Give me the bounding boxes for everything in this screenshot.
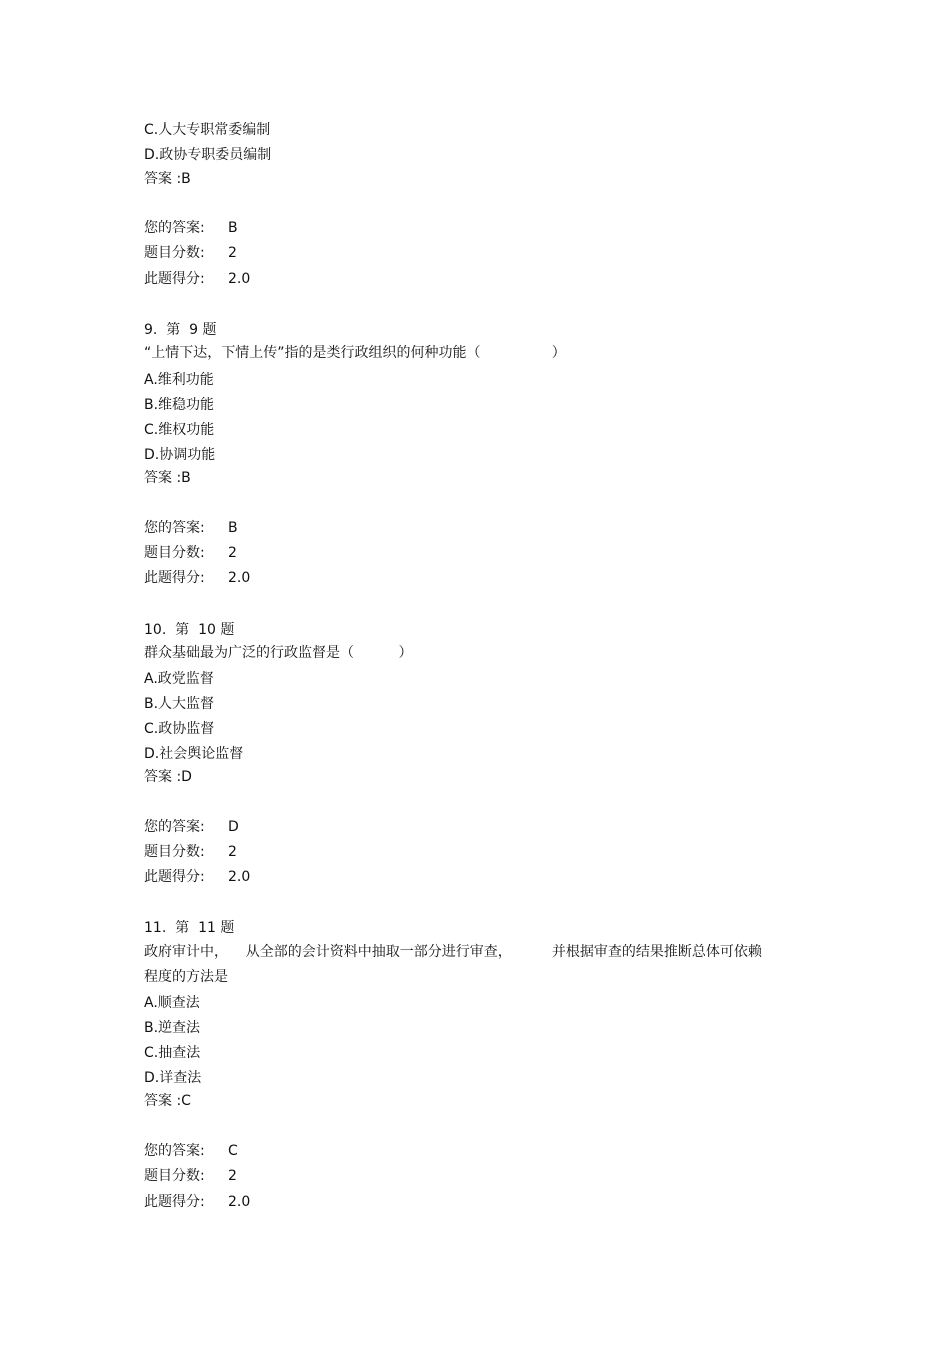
option-d: D.政协专职委员编制 — [144, 147, 272, 163]
question-text: 群众基础最为广泛的行政监督是（ ） — [144, 645, 413, 661]
score-value: 2 — [228, 1168, 237, 1184]
score-row — [144, 243, 237, 263]
option-c: C.维权功能 — [144, 422, 215, 438]
got-value: 2.0 — [228, 570, 251, 586]
your-answer-row — [144, 1141, 238, 1161]
got-label: 此题得分: — [144, 271, 205, 287]
option-b: B.人大监督 — [144, 696, 215, 712]
got-label: 此题得分: — [144, 869, 205, 885]
score-row — [144, 842, 237, 862]
got-row — [144, 867, 250, 887]
question-text-line-2: 程度的方法是 — [144, 969, 228, 985]
option-a: A.维利功能 — [144, 372, 214, 388]
option-b: B.维稳功能 — [144, 397, 215, 413]
score-value: 2 — [228, 245, 237, 261]
option-c: C.政协监督 — [144, 721, 215, 737]
got-row — [144, 568, 250, 588]
score-row — [144, 543, 237, 563]
score-row — [144, 1166, 237, 1186]
score-value: 2 — [228, 545, 237, 561]
your-answer-label: 您的答案: — [144, 520, 205, 536]
option-d: D.详查法 — [144, 1070, 202, 1086]
score-label: 题目分数: — [144, 545, 205, 561]
your-answer-value: B — [228, 520, 238, 536]
got-row — [144, 1192, 250, 1212]
your-answer-value: D — [228, 819, 239, 835]
option-d: D.社会舆论监督 — [144, 746, 244, 762]
got-value: 2.0 — [228, 869, 251, 885]
got-value: 2.0 — [228, 1194, 251, 1210]
score-label: 题目分数: — [144, 245, 205, 261]
got-label: 此题得分: — [144, 570, 205, 586]
question-header: 10. 第 10 题 — [144, 622, 235, 638]
option-b: B.逆查法 — [144, 1020, 201, 1036]
question-text-line-1: 政府审计中， 从全部的会计资料中抽取一部分进行审查， 并根据审查的结果推断总体可依赖 — [144, 944, 762, 960]
correct-answer: 答案 :B — [144, 171, 191, 187]
got-value: 2.0 — [228, 271, 251, 287]
your-answer-value: B — [228, 220, 238, 236]
option-c: C.人大专职常委编制 — [144, 122, 271, 138]
question-header: 11. 第 11 题 — [144, 920, 235, 936]
option-c: C.抽查法 — [144, 1045, 201, 1061]
question-text: “上情下达，下情上传”指的是类行政组织的何种功能（ ） — [144, 345, 566, 361]
your-answer-row — [144, 218, 238, 238]
option-a: A.顺查法 — [144, 995, 200, 1011]
your-answer-value: C — [228, 1143, 238, 1159]
your-answer-row — [144, 518, 238, 538]
your-answer-label: 您的答案: — [144, 819, 205, 835]
correct-answer: 答案 :C — [144, 1093, 191, 1109]
score-value: 2 — [228, 844, 237, 860]
your-answer-label: 您的答案: — [144, 1143, 205, 1159]
option-a: A.政党监督 — [144, 671, 214, 687]
got-label: 此题得分: — [144, 1194, 205, 1210]
correct-answer: 答案 :B — [144, 470, 191, 486]
question-header: 9. 第 9 题 — [144, 322, 217, 338]
score-label: 题目分数: — [144, 844, 205, 860]
score-label: 题目分数: — [144, 1168, 205, 1184]
your-answer-label: 您的答案: — [144, 220, 205, 236]
correct-answer: 答案 :D — [144, 769, 192, 785]
option-d: D.协调功能 — [144, 447, 216, 463]
your-answer-row — [144, 817, 239, 837]
got-row — [144, 269, 250, 289]
